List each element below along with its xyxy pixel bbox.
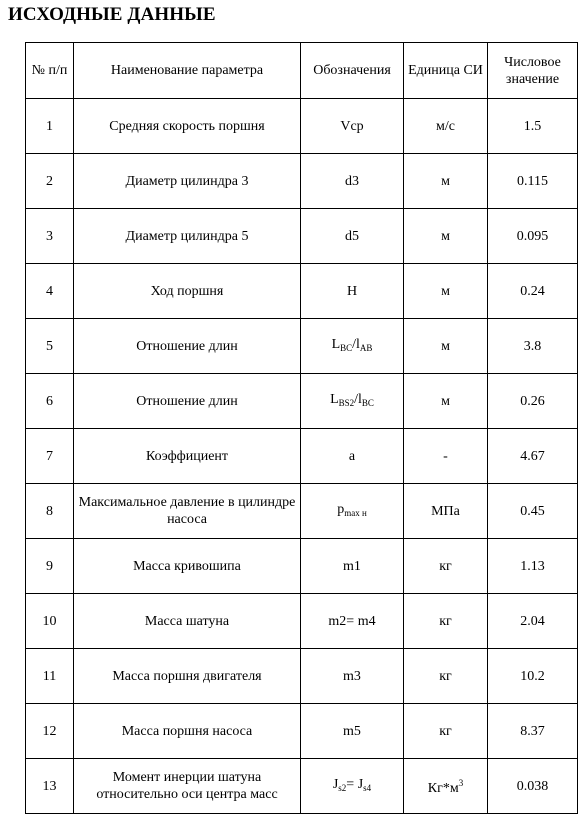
symbol-subscript: s2	[338, 782, 347, 793]
table-row	[26, 99, 578, 154]
cell-value: 3.8	[488, 319, 578, 374]
header-value: Числовое значение	[488, 43, 578, 99]
symbol-subscript: AB	[359, 342, 373, 353]
cell-num: 3	[26, 209, 74, 264]
cell-value: 0.26	[488, 374, 578, 429]
cell-symbol: d5	[301, 209, 404, 264]
symbol-subscript: s4	[363, 782, 372, 793]
cell-num: 12	[26, 704, 74, 759]
symbol-main: J	[332, 776, 339, 792]
cell-value: 0.24	[488, 264, 578, 319]
cell-unit: м	[404, 209, 488, 264]
cell-name: Коэффициент	[74, 429, 301, 484]
cell-name: Максимальное давление в цилиндре насоса	[74, 484, 301, 539]
cell-unit: кг	[404, 594, 488, 649]
table-row	[26, 594, 578, 649]
symbol-subscript: BC	[361, 397, 374, 408]
table-row	[26, 209, 578, 264]
cell-name: Средняя скорость поршня	[74, 99, 301, 154]
cell-value: 0.115	[488, 154, 578, 209]
table-row	[26, 649, 578, 704]
symbol-separator: /l	[352, 336, 360, 352]
cell-unit: м	[404, 319, 488, 374]
symbol-main: p	[337, 501, 345, 517]
cell-name: Диаметр цилиндра 5	[74, 209, 301, 264]
header-num: № п/п	[26, 43, 74, 99]
symbol-main: L	[330, 391, 339, 407]
cell-num: 2	[26, 154, 74, 209]
cell-value: 4.67	[488, 429, 578, 484]
cell-unit: кг	[404, 704, 488, 759]
cell-symbol	[301, 319, 404, 374]
cell-value: 1.5	[488, 99, 578, 154]
cell-num: 5	[26, 319, 74, 374]
cell-name: Диаметр цилиндра 3	[74, 154, 301, 209]
cell-symbol: m5	[301, 704, 404, 759]
cell-name: Отношение длин	[74, 319, 301, 374]
cell-symbol: m3	[301, 649, 404, 704]
symbol-separator: = J	[346, 776, 364, 792]
cell-num: 11	[26, 649, 74, 704]
cell-symbol: m2= m4	[301, 594, 404, 649]
symbol-subscript: BC	[340, 342, 353, 353]
cell-unit: м	[404, 154, 488, 209]
cell-name: Масса шатуна	[74, 594, 301, 649]
cell-unit: МПа	[404, 484, 488, 539]
cell-num: 9	[26, 539, 74, 594]
symbol-main: L	[331, 336, 341, 352]
symbol-separator: /l	[354, 391, 362, 407]
cell-value: 0.095	[488, 209, 578, 264]
cell-name: Масса кривошипа	[74, 539, 301, 594]
cell-symbol: H	[301, 264, 404, 319]
cell-num: 8	[26, 484, 74, 539]
cell-symbol: a	[301, 429, 404, 484]
cell-num: 1	[26, 99, 74, 154]
table-row	[26, 429, 578, 484]
cell-num: 7	[26, 429, 74, 484]
header-symbol: Обозначения	[301, 43, 404, 99]
cell-unit: кг	[404, 539, 488, 594]
cell-unit: м	[404, 374, 488, 429]
cell-value: 0.038	[488, 759, 578, 814]
cell-unit: м/с	[404, 99, 488, 154]
table-row	[26, 759, 578, 814]
cell-symbol: d3	[301, 154, 404, 209]
cell-num: 13	[26, 759, 74, 814]
table-row	[26, 374, 578, 429]
cell-value: 8.37	[488, 704, 578, 759]
unit-superscript: 3	[458, 778, 464, 788]
cell-name: Ход поршня	[74, 264, 301, 319]
cell-unit: -	[404, 429, 488, 484]
cell-symbol	[301, 484, 404, 539]
cell-symbol	[301, 374, 404, 429]
cell-name: Масса поршня двигателя	[74, 649, 301, 704]
page-title: ИСХОДНЫЕ ДАННЫЕ	[8, 4, 216, 25]
cell-value: 0.45	[488, 484, 578, 539]
cell-value: 10.2	[488, 649, 578, 704]
cell-num: 10	[26, 594, 74, 649]
symbol-subscript: BS2	[338, 397, 355, 408]
cell-symbol: Vcp	[301, 99, 404, 154]
header-unit: Единица СИ	[404, 43, 488, 99]
cell-name: Момент инерции шатуна относительно оси центра масс	[74, 759, 301, 814]
cell-num: 6	[26, 374, 74, 429]
table-row	[26, 704, 578, 759]
cell-value: 1.13	[488, 539, 578, 594]
cell-unit	[404, 759, 488, 814]
cell-unit: кг	[404, 649, 488, 704]
cell-symbol: m1	[301, 539, 404, 594]
cell-num: 4	[26, 264, 74, 319]
table-row	[26, 154, 578, 209]
table-row	[26, 484, 578, 539]
cell-unit: м	[404, 264, 488, 319]
table-header-row	[26, 43, 578, 99]
cell-name: Отношение длин	[74, 374, 301, 429]
table-row	[26, 539, 578, 594]
symbol-subscript: max н	[344, 507, 367, 518]
unit-main: Кг*м	[427, 781, 459, 796]
parameters-table	[25, 42, 578, 814]
table-row	[26, 264, 578, 319]
header-name: Наименование параметра	[74, 43, 301, 99]
cell-value: 2.04	[488, 594, 578, 649]
cell-symbol	[301, 759, 404, 814]
cell-name: Масса поршня насоса	[74, 704, 301, 759]
table-row	[26, 319, 578, 374]
